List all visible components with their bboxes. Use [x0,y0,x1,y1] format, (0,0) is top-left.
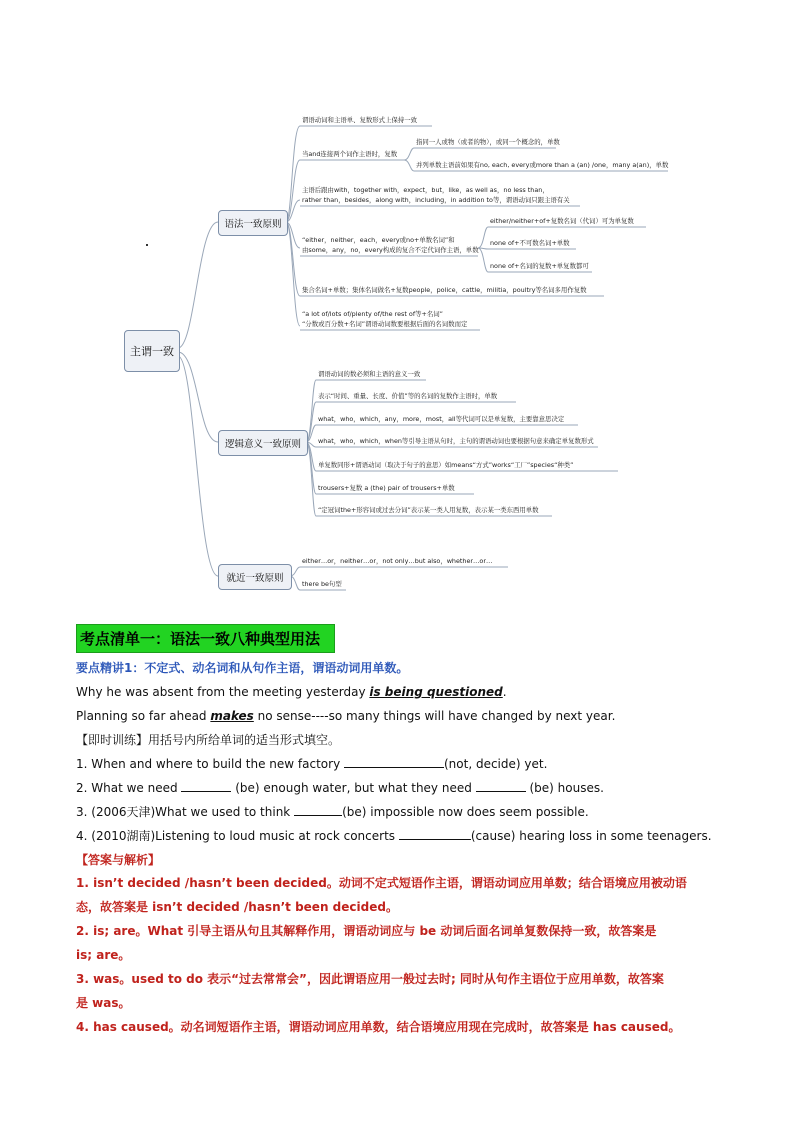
branch-label: 语法一致原则 [224,219,282,230]
map-item: what，who，which，when等引导主语从句时，主句的谓语动词也要根据句意来确定单复数形式 [318,437,594,445]
map-item: 谓语动词的数必须和主语的意义一致 [318,370,421,378]
lesson-content [76,624,726,1039]
branch-label: 逻辑意义一致原则 [224,439,301,450]
emphasis-verb: is being questioned [369,685,503,699]
example-2: Planning so far ahead makes no sense----so many things will have changed by next year. [76,709,616,723]
map-item: what，who，which，any，more，most，all等代词可以是单复数，主要靠意思决定 [318,415,565,423]
section-title: 考点清单一：语法一致八种典型用法 [76,624,335,653]
map-item: 单复数同形+谓语动词（取决于句子的意思）如means“方式”works“工厂”species“种类” [318,461,574,469]
answer-blank[interactable] [476,779,526,792]
question-4: 4. (2010湖南)Listening to loud music at rock concerts (cause) hearing loss in some teenagers. [76,829,712,843]
map-item: 主语后跟由with，together with，expect，but，like，as well as，no less than， [302,186,549,194]
emphasis-verb: makes [210,709,254,723]
mind-map-root [124,330,180,372]
answer-blank[interactable] [344,755,444,768]
answer-line: 态，故答案是 isn’t decided /hasn’t been decided。 [76,900,398,914]
map-item: rather than，besides，along with，including，in addition to等，谓语动词只跟主语有关 [302,196,570,204]
map-item: 表示“时间、重量、长度、价值”等的名词的复数作主语时，单数 [318,392,498,400]
map-item: 当and连接两个词作主语时，复数 [302,150,398,158]
answer-line: is; are。 [76,948,131,962]
answer-blank[interactable] [399,827,471,840]
map-item: trousers+复数 a (the) pair of trousers+单数 [318,484,455,492]
map-item: “定冠词the+形容词或过去分词”表示某一类人用复数，表示某一类东西用单数 [318,506,539,514]
branch-label: 就近一致原则 [226,573,284,584]
map-item: either…or，neither…or，not only…but also，whether…or… [302,557,493,565]
answer-line: 是 was。 [76,996,131,1010]
answer-line: 4. has caused。动名词短语作主语，谓语动词应用单数，结合语境应用现在完成时，故答案是 has caused。 [76,1020,681,1034]
answer-line: 2. is; are。What 引导主语从句且其解释作用，谓语动词应与 be 动词后面名词单复数保持一致，故答案是 [76,924,657,938]
map-item: 并列单数主语前如果有no, each, every或more than a (an) /one，many a(an)，单数 [416,161,669,169]
answer-line: 1. isn’t decided /hasn’t been decided。动词不定式短语作主语，谓语动词应用单数；结合语境应用被动语 [76,876,687,890]
answer-label: 【答案与解析】 [76,853,161,867]
key-point-1: 要点精讲1：不定式、动名词和从句作主语，谓语动词用单数。 [76,661,409,675]
map-item: 指同一人或物（或者的物），或同一个概念的，单数 [416,138,560,146]
map-item: 由some，any，no，every构成的复合不定代词作主语，单数 [302,246,479,254]
stray-dot [146,244,148,246]
map-item: 集合名词+单数；集体名词做名+复数people，police，cattle，militia，poultry等名词多用作复数 [302,286,587,294]
answer-line: 3. was。used to do 表示“过去常常会”，因此谓语应用一般过去时; 同时从句作主语位于应用单数，故答案 [76,972,664,986]
map-item: none of+名词的复数+单复数都可 [490,262,589,270]
question-3: 3. (2006天津)What we used to think (be) impossible now does seem possible. [76,805,589,819]
branch-grammar-agreement [218,210,288,236]
map-item: none of+不可数名词+单数 [490,239,570,247]
question-1: 1. When and where to build the new factory (not, decide) yet. [76,757,548,771]
map-item: “either，neither，each，every或no+单数名词”和 [302,236,455,244]
map-item: “a lot of/lots of/plenty of/the rest of等+名词” [302,310,443,318]
root-label: 主谓一致 [130,345,174,358]
map-item: there be句型 [302,580,342,588]
map-item: either/neither+of+复数名词（代词）可为单复数 [490,217,634,225]
map-item: “分数或百分数+名词”谓语动词数要根据后面的名词数而定 [302,320,468,328]
answer-blank[interactable] [181,779,231,792]
question-2: 2. What we need (be) enough water, but what they need (be) houses. [76,781,604,795]
branch-logical-agreement [218,430,308,456]
map-item: 谓语动词和主语单、复数形式上保持一致 [302,116,418,124]
practice-label: 【即时训练】用括号内所给单词的适当形式填空。 [76,733,341,747]
example-1: Why he was absent from the meeting yesterday is being questioned. [76,685,507,699]
answer-blank[interactable] [294,803,342,816]
branch-proximity-agreement [218,564,292,590]
